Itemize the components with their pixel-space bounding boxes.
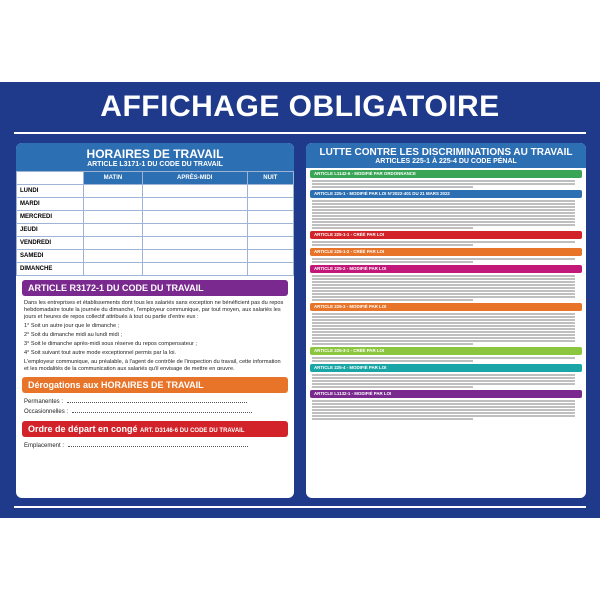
- day-label: LUNDI: [17, 185, 84, 198]
- section-text: [312, 374, 580, 388]
- permanentes-line: [67, 402, 247, 403]
- schedule-cell: [142, 198, 247, 211]
- col-nuit: NUIT: [247, 172, 293, 185]
- schedule-cell: [84, 185, 143, 198]
- day-label: DIMANCHE: [17, 263, 84, 276]
- schedule-cell: [142, 211, 247, 224]
- ordre-article: ART. D3146-6 DU CODE DU TRAVAIL: [140, 428, 245, 434]
- ordre-title: Ordre de départ en congé: [28, 424, 138, 434]
- schedule-cell: [142, 224, 247, 237]
- article-r3172-header: ARTICLE R3172-1 DU CODE DU TRAVAIL: [22, 280, 288, 296]
- section-stripe: ARTICLE 225-3 - MODIFIÉ PAR LOI: [310, 303, 582, 311]
- section-stripe: ARTICLE 225-1-2 - CRÉÉ PAR LOI: [310, 248, 582, 256]
- occasionnelles-line: [72, 412, 252, 413]
- section-stripe: ARTICLE 225-3-1 - CRÉÉ PAR LOI: [310, 347, 582, 355]
- section-text: [312, 200, 580, 229]
- discrimination-title: LUTTE CONTRE LES DISCRIMINATIONS AU TRAVAIL: [319, 147, 573, 158]
- discrimination-sections: [306, 170, 586, 420]
- schedule-cell: [84, 211, 143, 224]
- permanentes-field: [16, 397, 294, 407]
- day-label: SAMEDI: [17, 250, 84, 263]
- schedule-corner: [17, 172, 84, 185]
- schedule-cell: [84, 250, 143, 263]
- section-text: [312, 241, 580, 246]
- col-matin: MATIN: [84, 172, 143, 185]
- day-label: VENDREDI: [17, 237, 84, 250]
- col-apres-midi: APRÈS-MIDI: [142, 172, 247, 185]
- schedule-cell: [142, 250, 247, 263]
- section-stripe: ARTICLE L1142-6 - MODIFIÉ PAR ORDONNANCE: [310, 170, 582, 178]
- schedule-row: [17, 250, 294, 263]
- section-text: [312, 275, 580, 301]
- day-label: MERCREDI: [17, 211, 84, 224]
- schedule-cell: [142, 237, 247, 250]
- left-panel: [16, 143, 294, 498]
- day-label: MARDI: [17, 198, 84, 211]
- schedule-cell: [142, 185, 247, 198]
- occasionnelles-label: Occasionnelles :: [24, 409, 69, 415]
- schedule-row: [17, 185, 294, 198]
- schedule-header-row: [17, 172, 294, 185]
- discrimination-subtitle: ARTICLES 225-1 À 225-4 DU CODE PÉNAL: [375, 158, 517, 165]
- schedule-row: [17, 198, 294, 211]
- emplacement-line: [68, 446, 248, 447]
- schedule-table: [16, 171, 294, 276]
- article-item-1: 1° Soit un autre jour que le dimanche ;: [24, 323, 120, 329]
- permanentes-label: Permanentes :: [24, 399, 64, 405]
- section-stripe: ARTICLE L1132-1 - MODIFIÉ PAR LOI: [310, 390, 582, 398]
- section-text: [312, 180, 580, 188]
- schedule-cell: [142, 263, 247, 276]
- right-panel: [306, 143, 586, 498]
- section-text: [312, 400, 580, 420]
- schedule-cell: [247, 185, 293, 198]
- day-label: JEUDI: [17, 224, 84, 237]
- article-item-2: 2° Soit du dimanche midi au lundi midi ;: [24, 332, 123, 338]
- horaires-header: [16, 143, 294, 171]
- horaires-subtitle: ARTICLE L3171-1 DU CODE DU TRAVAIL: [87, 161, 223, 168]
- schedule-cell: [247, 263, 293, 276]
- schedule-cell: [84, 237, 143, 250]
- schedule-row: [17, 237, 294, 250]
- bottom-divider: [14, 506, 586, 508]
- schedule-cell: [84, 198, 143, 211]
- schedule-row: [17, 263, 294, 276]
- horaires-title: HORAIRES DE TRAVAIL: [86, 147, 224, 161]
- section-stripe: ARTICLE 225-1-1 - CRÉÉ PAR LOI: [310, 231, 582, 239]
- title-divider: [14, 132, 586, 134]
- section-text: [312, 258, 580, 263]
- schedule-row: [17, 224, 294, 237]
- schedule-cell: [84, 224, 143, 237]
- section-text: [312, 357, 580, 362]
- section-stripe: ARTICLE 225-1 - MODIFIÉ PAR LOI N°2022-401 DU 21 MARS 2022: [310, 190, 582, 198]
- discrimination-header: [306, 143, 586, 168]
- emplacement-field: [16, 441, 294, 451]
- schedule-cell: [247, 224, 293, 237]
- article-paragraph-2: L'employeur communique, au préalable, à l'agent de contrôle de l'inspection du travail, cette information et les modalités de la communication aux salariés qu'il envisage de mettre en œuvre.: [24, 359, 281, 372]
- article-item-3: 3° Soit le dimanche après-midi sous réserve du repos compensateur ;: [24, 341, 197, 347]
- section-text: [312, 313, 580, 345]
- section-stripe: ARTICLE 225-2 - MODIFIÉ PAR LOI: [310, 265, 582, 273]
- emplacement-label: Emplacement :: [24, 443, 65, 449]
- page-title: AFFICHAGE OBLIGATOIRE: [100, 90, 500, 123]
- schedule-cell: [247, 211, 293, 224]
- occasionnelles-field: [16, 407, 294, 417]
- article-item-4: 4° Soit suivant tout autre mode exceptionnel permis par la loi.: [24, 350, 177, 356]
- section-stripe: ARTICLE 225-4 - MODIFIÉ PAR LOI: [310, 364, 582, 372]
- schedule-cell: [247, 237, 293, 250]
- ordre-depart-header: [22, 421, 288, 437]
- article-paragraph-1: Dans les entreprises et établissements dont tous les salariés sans exception ne bénéficient pas du repos hebdomadaire toute la journée du dimanche, l'employeur communique, par tout moyen, aux salariés les jours et heures de repos collectif attribués à tout ou partie d'entre eux :: [24, 300, 284, 320]
- schedule-cell: [247, 250, 293, 263]
- schedule-row: [17, 211, 294, 224]
- schedule-cell: [84, 263, 143, 276]
- derogations-header: Dérogations aux HORAIRES DE TRAVAIL: [22, 377, 288, 393]
- schedule-cell: [247, 198, 293, 211]
